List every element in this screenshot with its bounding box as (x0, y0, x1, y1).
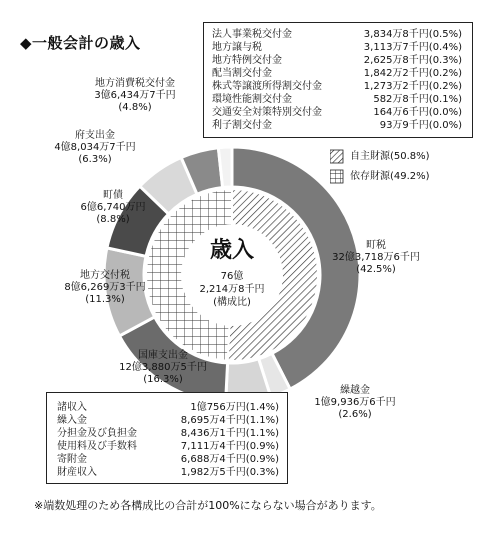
top-box-row-value: 93万9千円(0.0%) (379, 120, 462, 131)
top-box-row-value: 582万8千円(0.1%) (373, 94, 462, 105)
top-box-row-value: 1,273万2千円(0.2%) (363, 81, 462, 92)
slice-label-kokko: 12億3,880万5千円 (119, 362, 207, 373)
top-box-row-name: 地方特例交付金 (212, 55, 282, 66)
top-box-row-name: 株式等譲渡所得割交付金 (212, 81, 322, 92)
top-box-row-value: 3,113万7千円(0.4%) (363, 42, 462, 53)
slice-label-kurikoshi: (2.6%) (338, 409, 372, 420)
slice-label-fushishutsu: (6.3%) (78, 154, 112, 165)
slice-label-shohizei: (4.8%) (118, 102, 152, 113)
slice-label-kofuzei: (11.3%) (85, 294, 125, 305)
top-box-row-value: 1,842万2千円(0.2%) (363, 68, 462, 79)
slice-label-shizei: 32億3,718万6千円 (332, 252, 420, 263)
top-box-row-value: 164万6千円(0.0%) (373, 107, 462, 118)
slice-label-kofuzei: 8億6,269万3千円 (64, 282, 146, 293)
bottom-detail-box (46, 392, 288, 484)
center-amount-line1: 76億 (220, 271, 244, 282)
slice-label-kofuzei: 地方交付税 (80, 270, 130, 281)
slice-label-shohizei: 3億6,434万7千円 (94, 90, 176, 101)
slice-label-chosai: 町債 (103, 190, 123, 201)
bottom-box-row-value: 8,695万4千円(1.1%) (180, 415, 279, 426)
bottom-box-row-name: 財産収入 (57, 467, 97, 478)
bottom-box-row-value: 1億756万円(1.4%) (190, 402, 279, 413)
top-box-row-value: 2,625万8千円(0.3%) (363, 55, 462, 66)
bottom-box-row-value: 7,111万4千円(0.9%) (180, 441, 279, 452)
top-box-row-name: 配当割交付金 (212, 68, 272, 79)
bottom-box-row-value: 8,436万1千円(1.1%) (180, 428, 279, 439)
bottom-box-row-value: 6,688万4千円(0.9%) (180, 454, 279, 465)
top-box-row-name: 利子割交付金 (212, 120, 272, 131)
slice-label-chosai: 6億6,740万円 (80, 202, 146, 213)
footnote: ※端数処理のため各構成比の合計が100%にならない場合があります。 (34, 499, 382, 512)
legend-dependent-label: 依存財源(49.2%) (350, 171, 430, 182)
center-title: 歳入 (209, 238, 254, 263)
top-box-row-name: 環境性能割交付金 (212, 94, 292, 105)
slice-label-fushishutsu: 府支出金 (75, 130, 115, 141)
top-box-row-name: 地方譲与税 (212, 42, 262, 53)
slice-label-kokko: (16.3%) (143, 374, 183, 385)
slice-label-kurikoshi: 1億9,936万6千円 (314, 397, 396, 408)
center-amount-line3: (構成比) (213, 297, 251, 308)
slice-label-fushishutsu: 4億8,034万7千円 (54, 142, 136, 153)
bottom-box-row-name: 繰入金 (57, 415, 87, 426)
bottom-box-row-name: 分担金及び負担金 (57, 428, 137, 439)
slice-label-kokko: 国庫支出金 (138, 350, 188, 361)
bottom-box-row-name: 使用料及び手数料 (57, 441, 137, 452)
bottom-box-row-value: 1,982万5千円(0.3%) (180, 467, 279, 478)
slice-label-shizei: 町税 (366, 240, 386, 251)
top-box-row-name: 法人事業税交付金 (212, 29, 292, 40)
bottom-box-row-name: 寄附金 (57, 454, 87, 465)
legend-own-label: 自主財源(50.8%) (350, 151, 430, 162)
bottom-box-row-name: 諸収入 (57, 402, 87, 413)
slice-label-shizei: (42.5%) (356, 264, 396, 275)
top-box-row-value: 3,834万8千円(0.5%) (363, 29, 462, 40)
slice-label-kurikoshi: 繰越金 (340, 385, 370, 396)
slice-label-shohizei: 地方消費税交付金 (95, 78, 175, 89)
slice-label-chosai: (8.8%) (96, 214, 130, 225)
page-title: ◆一般会計の歳入 (20, 34, 141, 52)
top-box-row-name: 交通安全対策特別交付金 (212, 107, 322, 118)
center-amount-line2: 2,214万8千円 (199, 284, 265, 295)
